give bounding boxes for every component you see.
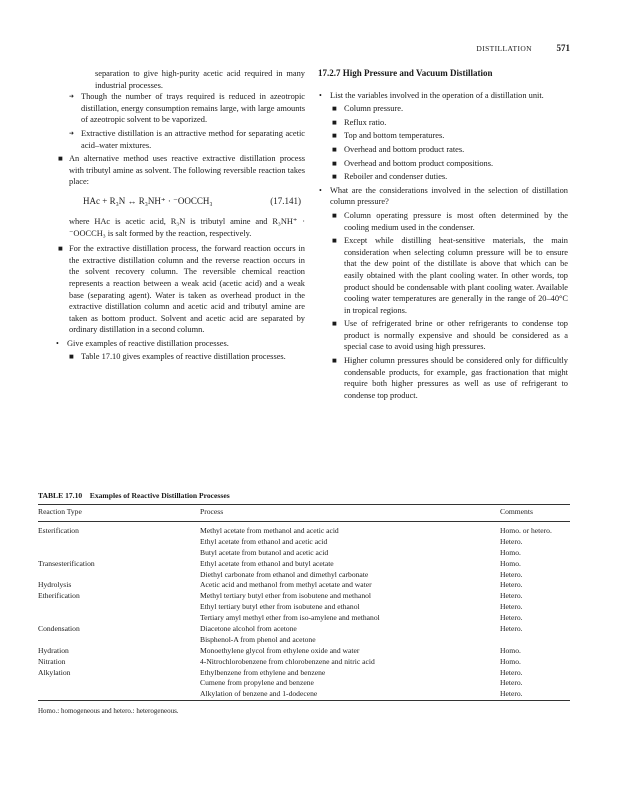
table-17-10 bbox=[38, 491, 570, 715]
cell-comments: Hetero. bbox=[500, 580, 523, 590]
bullet-list-variables bbox=[318, 90, 568, 102]
cell-process: Methyl tertiary butyl ether from isobutene and methanol bbox=[200, 591, 372, 601]
cell-comments: Homo. bbox=[500, 656, 521, 666]
table-bottom-rule bbox=[38, 700, 570, 701]
table-row bbox=[38, 622, 570, 633]
consideration-item bbox=[318, 235, 568, 316]
variable-text: Reflux ratio. bbox=[344, 117, 387, 127]
square-bullet-icon: ■ bbox=[69, 352, 74, 362]
bullet-alternative bbox=[55, 153, 305, 188]
cell-process: Alkylation of benzene and 1-dodecene bbox=[200, 689, 318, 699]
cell-reaction-type: Alkylation bbox=[38, 667, 71, 677]
cell-process: Butyl acetate from butanol and acetic acid bbox=[200, 547, 329, 557]
cell-reaction-type: Hydrolysis bbox=[38, 580, 72, 590]
variable-text: Overhead and bottom product rates. bbox=[344, 144, 465, 154]
header-comments: Comments bbox=[500, 507, 533, 516]
equation-formula: HAc + R₃N ↔ R₃NH⁺ · ⁻OOCCH₃ bbox=[83, 195, 213, 206]
variable-item bbox=[318, 103, 568, 115]
table-row bbox=[38, 644, 570, 655]
table-row bbox=[38, 578, 570, 589]
cell-process: Tertiary amyl methyl ether from iso-amylene and methanol bbox=[200, 613, 380, 623]
table-row bbox=[38, 524, 570, 535]
square-bullet-icon: ■ bbox=[332, 144, 337, 154]
square-bullet-icon: ■ bbox=[58, 154, 63, 164]
cell-process: Diethyl carbonate from ethanol and dimethyl carbonate bbox=[200, 569, 369, 579]
consideration-item bbox=[318, 355, 568, 401]
cell-comments: Hetero. bbox=[500, 667, 523, 677]
table-row bbox=[38, 633, 570, 644]
table-row bbox=[38, 687, 570, 698]
cell-process: Acetic acid and methanol from methyl acetate and water bbox=[200, 580, 372, 590]
table-row bbox=[38, 568, 570, 579]
square-bullet-icon: ■ bbox=[332, 236, 337, 246]
table-row bbox=[38, 676, 570, 687]
cell-process: Ethyl tertiary butyl ether from isobutene and ethanol bbox=[200, 602, 360, 612]
table-title: Examples of Reactive Distillation Processes bbox=[89, 491, 230, 500]
sub-item-text: Extractive distillation is an attractive method for separating acetic acid–water mixtures. bbox=[81, 128, 305, 150]
sub-item-azeotropic bbox=[55, 91, 305, 126]
table-row bbox=[38, 557, 570, 568]
table-row bbox=[38, 655, 570, 666]
cell-reaction-type: Hydration bbox=[38, 645, 69, 655]
consideration-text: Except while distilling heat-sensitive materials, the main consideration when selecting column pressure will be to ensure that the dew point of the distillate is above that which can be easily obtained with the plant cooling water. In other words, top product should be condensable with plant cooling water. Available cooling water temperatures are generally in the range of 20–40°C in tropical regions. bbox=[344, 236, 568, 315]
dot-bullet-icon: • bbox=[319, 90, 322, 100]
square-bullet-icon: ■ bbox=[332, 104, 337, 114]
left-column bbox=[55, 68, 305, 365]
bullet-text: List the variables involved in the operation of a distillation unit. bbox=[330, 90, 544, 100]
consideration-text: Column operating pressure is most often determined by the cooling medium used in the condenser. bbox=[344, 210, 568, 232]
cell-process: Diacetone alcohol from acetone bbox=[200, 624, 297, 634]
bullet-pressure-considerations bbox=[318, 185, 568, 208]
variable-item bbox=[318, 171, 568, 183]
sub-item-table-ref bbox=[55, 351, 305, 363]
cell-comments: Hetero. bbox=[500, 569, 523, 579]
cell-comments: Homo. bbox=[500, 645, 521, 655]
table-row bbox=[38, 546, 570, 557]
equation-number: (17.141) bbox=[270, 195, 301, 206]
cell-process: Ethyl acetate from ethanol and butyl acetate bbox=[200, 558, 334, 568]
dot-bullet-icon: • bbox=[56, 338, 59, 348]
cell-reaction-type: Etherification bbox=[38, 591, 80, 601]
table-row bbox=[38, 666, 570, 677]
square-bullet-icon: ■ bbox=[332, 158, 337, 168]
cell-comments: Homo. or hetero. bbox=[500, 526, 552, 535]
consideration-text: Use of refrigerated brine or other refrigerants to condense top product is normally expensive and should be considered as a special case to avoid using high pressures. bbox=[344, 319, 568, 352]
cell-comments: Hetero. bbox=[500, 591, 523, 601]
square-bullet-icon: ■ bbox=[332, 356, 337, 366]
page-header bbox=[38, 44, 570, 56]
cell-reaction-type: Nitration bbox=[38, 656, 66, 666]
table-body bbox=[38, 522, 570, 698]
square-bullet-icon: ■ bbox=[58, 244, 63, 254]
cell-comments: Hetero. bbox=[500, 536, 523, 546]
cell-comments: Hetero. bbox=[500, 602, 523, 612]
cell-comments: Homo. bbox=[500, 558, 521, 568]
variable-text: Column pressure. bbox=[344, 104, 404, 114]
continued-text: separation to give high-purity acetic acid required in many industrial processes. bbox=[95, 69, 305, 90]
cell-reaction-type: Transesterification bbox=[38, 558, 95, 568]
square-bullet-icon: ■ bbox=[332, 319, 337, 329]
running-head: DISTILLATION bbox=[476, 44, 532, 53]
table-caption bbox=[38, 491, 570, 500]
cell-process: Cumene from propylene and benzene bbox=[200, 678, 314, 688]
consideration-text: Higher column pressures should be considered only for difficultly condensable products, for example, gas fractionation that might require both higher pressures as well as use of refrigerant to condense top product. bbox=[344, 356, 568, 400]
variable-item bbox=[318, 158, 568, 170]
header-process: Process bbox=[200, 507, 224, 516]
cell-reaction-type: Esterification bbox=[38, 526, 79, 535]
bullet-text: Give examples of reactive distillation processes. bbox=[67, 338, 229, 348]
cell-comments: Hetero. bbox=[500, 689, 523, 699]
arrow-bullet-icon: ➜ bbox=[69, 94, 75, 101]
variable-text: Overhead and bottom product compositions. bbox=[344, 158, 494, 168]
consideration-item bbox=[318, 210, 568, 233]
cell-comments: Hetero. bbox=[500, 678, 523, 688]
table-row bbox=[38, 589, 570, 600]
table-row bbox=[38, 600, 570, 611]
cell-comments: Hetero. bbox=[500, 624, 523, 634]
square-bullet-icon: ■ bbox=[332, 172, 337, 182]
variable-text: Top and bottom temperatures. bbox=[344, 131, 445, 141]
table-footnote: Homo.: homogeneous and hetero.: heterogeneous. bbox=[38, 707, 179, 716]
bullet-give-examples bbox=[55, 338, 305, 350]
sub-item-text: Though the number of trays required is reduced in azeotropic distillation, energy consumption remains large, with large amounts of azeotropic solvent to be vaporized. bbox=[81, 92, 305, 125]
cell-comments: Homo. bbox=[500, 547, 521, 557]
section-title: 17.2.7 High Pressure and Vacuum Distillation bbox=[318, 68, 493, 78]
cell-process: Bisphenol-A from phenol and acetone bbox=[200, 634, 316, 644]
cell-reaction-type: Condensation bbox=[38, 624, 80, 634]
variable-item bbox=[318, 130, 568, 142]
sub-item-extractive bbox=[55, 128, 305, 151]
variable-item bbox=[318, 144, 568, 156]
cell-process: Methyl acetate from methanol and acetic acid bbox=[200, 526, 339, 535]
page-number: 571 bbox=[556, 43, 570, 53]
table-label: TABLE 17.10 bbox=[38, 491, 83, 500]
bullet-text: An alternative method uses reactive extractive distillation process with tributyl amine as solvent. The following reversible reaction takes place: bbox=[69, 154, 305, 187]
consideration-item bbox=[318, 318, 568, 353]
variable-text: Reboiler and condenser duties. bbox=[344, 172, 448, 182]
right-column bbox=[318, 68, 568, 403]
bullet-text: Table 17.10 gives examples of reactive distillation processes. bbox=[81, 352, 286, 362]
arrow-bullet-icon: ➜ bbox=[69, 130, 75, 137]
cell-process: Ethyl acetate from ethanol and acetic acid bbox=[200, 536, 328, 546]
table-header bbox=[38, 505, 570, 521]
header-reaction-type: Reaction Type bbox=[38, 507, 82, 516]
bullet-text: For the extractive distillation process, the forward reaction occurs in the extractive distillation column and the reverse reaction occurs in the solvent recovery column. The reversible chemical reaction represents a reaction between a weak acid (acetic acid) and a weak base (separating agent). Water is taken as overhead product in the extractive distillation column and acetic acid and tributyl amine are taken as bottom product. Solvent and acetic acid are separated by ordinary distillation in a second column. bbox=[69, 244, 305, 335]
bullet-extractive bbox=[55, 243, 305, 336]
cell-process: 4-Nitrochlorobenzene from chlorobenzene and nitric acid bbox=[200, 656, 375, 666]
bullet-text: What are the considerations involved in the selection of distillation column pressure? bbox=[330, 185, 568, 207]
cell-process: Monoethylene glycol from ethylene oxide and water bbox=[200, 645, 360, 655]
square-bullet-icon: ■ bbox=[332, 131, 337, 141]
cell-process: Ethylbenzene from ethylene and benzene bbox=[200, 667, 326, 677]
where-text: where HAc is acetic acid, R₃N is tributyl amine and R₃NH⁺ · ⁻OOCCH₃ is salt formed by the reaction, respectively. bbox=[69, 216, 305, 238]
table-row bbox=[38, 535, 570, 546]
cell-comments: Hetero. bbox=[500, 613, 523, 623]
dot-bullet-icon: • bbox=[319, 185, 322, 195]
square-bullet-icon: ■ bbox=[332, 210, 337, 220]
equation-17-141 bbox=[55, 194, 305, 210]
table-row bbox=[38, 611, 570, 622]
variable-item bbox=[318, 117, 568, 129]
square-bullet-icon: ■ bbox=[332, 117, 337, 127]
